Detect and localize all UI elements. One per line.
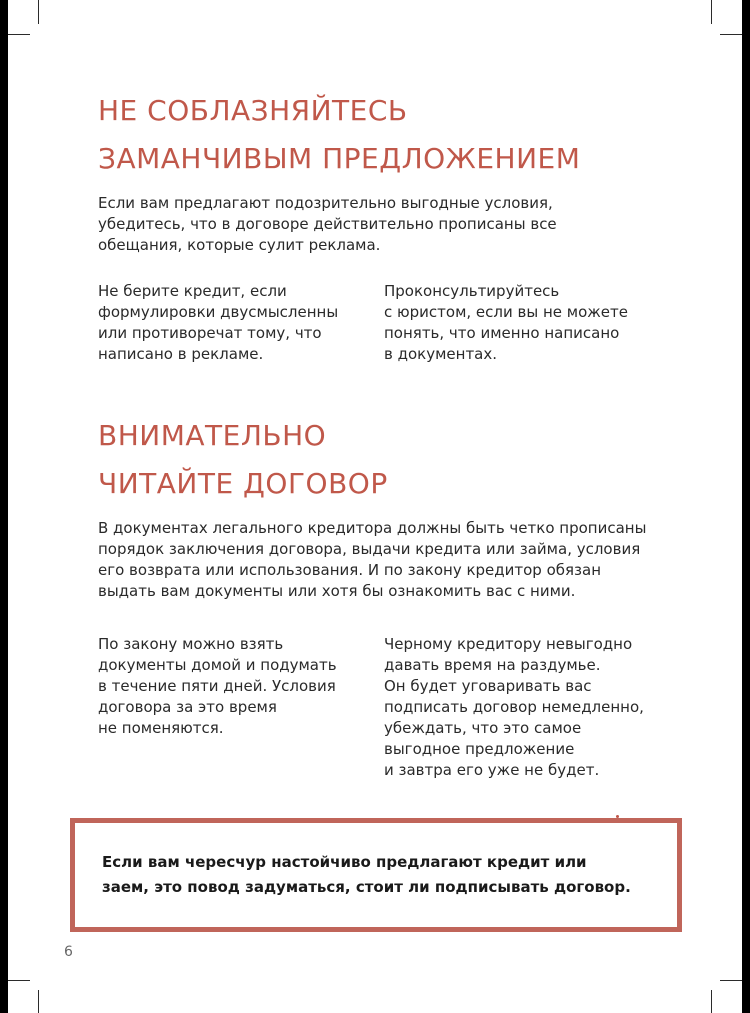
- crop-mark-bottom-right-h: [720, 980, 742, 981]
- section2-heading-line2: ЧИТАЙТЕ ДОГОВОР: [98, 467, 388, 500]
- section2-left-column: По закону можно взять документы домой и подумать в течение пяти дней. Условия договора за это время не поменяются.: [98, 635, 337, 737]
- callout-text: Если вам чересчур настойчиво предлагают кредит или заем, это повод задуматься, стоит ли подписывать договор.: [102, 853, 631, 896]
- crop-mark-top-right-h: [720, 34, 742, 35]
- crop-mark-bottom-left: [38, 990, 39, 1013]
- page-number: 6: [64, 944, 73, 960]
- section2-right-column: Черному кредитору невыгодно давать время на раздумье. Он будет уговаривать вас подписать договор немедленно, убеждать, что это самое выгодное предложение и завтра его уже не будет.: [384, 635, 644, 779]
- section1-intro: Если вам предлагают подозрительно выгодные условия, убедитесь, что в договоре действительно прописаны все обещания, которые сулит реклама.: [98, 194, 557, 254]
- document-page: [8, 0, 742, 1013]
- section1-right-column: Проконсультируйтесь с юристом, если вы не можете понять, что именно написано в документах.: [384, 282, 628, 363]
- crop-mark-top-left-h: [8, 34, 30, 35]
- section1-heading-line1: НЕ СОБЛАЗНЯЙТЕСЬ: [98, 94, 408, 127]
- crop-mark-bottom-right: [711, 990, 712, 1013]
- section2-intro: В документах легального кредитора должны быть четко прописаны порядок заключения договора, выдачи кредита или займа, условия его возврата или использования. И по закону кредитор обязан выдать вам документы или хотя бы ознакомить вас с ними.: [98, 519, 647, 600]
- section1-heading-line2: ЗАМАНЧИВЫМ ПРЕДЛОЖЕНИЕМ: [98, 142, 581, 175]
- callout-box: [70, 818, 682, 932]
- crop-mark-top-right: [711, 0, 712, 24]
- section1-left-column: Не берите кредит, если формулировки двусмысленны или противоречат тому, что написано в рекламе.: [98, 282, 339, 363]
- section2-heading-line1: ВНИМАТЕЛЬНО: [98, 419, 327, 452]
- crop-mark-bottom-left-h: [8, 980, 30, 981]
- crop-mark-top-left: [38, 0, 39, 24]
